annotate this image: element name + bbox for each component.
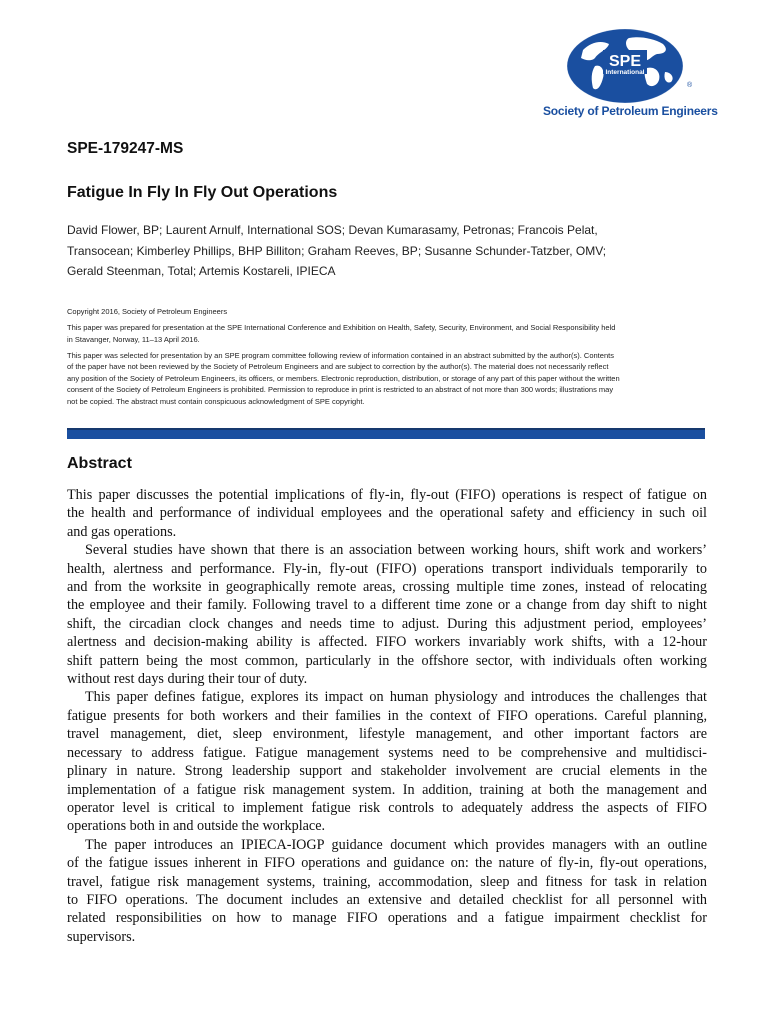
text-line: operations both in and outside the workplace. <box>67 818 326 835</box>
prepared-notice <box>67 322 709 345</box>
abstract-heading: Abstract <box>67 455 132 472</box>
society-name: Society of Petroleum Engineers <box>543 104 718 118</box>
notice-line: consent of the Society of Petroleum Engineers is prohibited. Permission to reproduce in print is restricted to an abstract of not more than 300 words; illustrations may <box>67 385 614 394</box>
abstract-paragraph <box>67 688 707 835</box>
text-line: This paper discusses the potential implications of fly-in, fly-out (FIFO) operations is respect of fatigue on <box>67 487 707 503</box>
abstract-body <box>67 486 707 946</box>
text-line: The paper introduces an IPIECA-IOGP guidance document which provides managers with an outline <box>85 836 707 853</box>
copyright-block <box>67 306 709 412</box>
text-line: and from the worksite in geographically remote areas, crossing multiple time zones, instead of relocating <box>67 579 707 596</box>
text-line: fatigue presents for both workers and their families in the context of FIFO operations. Careful planning, <box>67 707 707 724</box>
text-line: without rest days during their tour of duty. <box>67 671 308 688</box>
text-line: travel management, diet, sleep environment, lifestyle management, and other important factors are <box>67 726 707 743</box>
section-divider-edge <box>67 428 705 430</box>
registered-mark: ® <box>687 82 693 89</box>
abstract-paragraph <box>67 486 707 541</box>
spe-logo <box>543 28 718 120</box>
text-line: plinary in nature. Strong leadership support and stakeholder involvement are crucial elements in the <box>67 763 707 780</box>
text-line: shift pattern being the most common, particularly in the offshore sector, with individuals often working <box>67 652 707 669</box>
logo-spe-text: SPE <box>608 53 642 70</box>
text-line: implementation of a fatigue risk management system. In addition, training at both the management and <box>67 781 707 798</box>
notice-line: of the paper have not been reviewed by the Society of Petroleum Engineers and are subject to correction by the author(s). The material does not necessarily reflect <box>67 362 609 371</box>
author-list <box>67 220 707 282</box>
text-line: shift, the circadian clock changes and needs time to adjust. During this adjustment period, employees’ <box>67 615 707 632</box>
text-line: operator level is critical to implement fatigue risk controls to adequately address the aspects of FIFO <box>67 799 707 816</box>
selection-notice <box>67 350 709 408</box>
paper-title: Fatigue In Fly In Fly Out Operations <box>67 184 338 201</box>
text-line: related responsibilities on how to manage FIFO operations and a fatigue impairment checklist for <box>67 910 707 927</box>
text-line: travel, fatigue risk management systems, training, accommodation, sleep and fitness for task in relation <box>67 873 707 890</box>
notice-line: This paper was selected for presentation by an SPE program committee following review of information contained in an abstract submitted by the author(s). Contents <box>67 350 614 360</box>
author-line: Gerald Steenman, Total; Artemis Kostareli, IPIECA <box>67 264 336 278</box>
text-line: and gas operations. <box>67 523 177 540</box>
text-line: Several studies have shown that there is an association between working hours, shift work and workers’ <box>85 542 707 559</box>
copyright-line: Copyright 2016, Society of Petroleum Engineers <box>67 307 228 316</box>
globe-logo-icon <box>565 28 685 104</box>
text-line: the employee and their family. Following travel to a different time zone or a change from day shift to night <box>67 597 707 614</box>
text-line: supervisors. <box>67 928 136 945</box>
paper-id: SPE-179247-MS <box>67 140 184 157</box>
notice-line: in Stavanger, Norway, 11–13 April 2016. <box>67 334 200 344</box>
logo-international-text: International <box>605 69 645 76</box>
text-line: the health and performance of individual employees and the operational safety and efficiency in such oil <box>67 505 707 522</box>
text-line: to FIFO operations. The document includes an extensive and detailed checklist for all personnel with <box>67 891 707 908</box>
notice-line: This paper was prepared for presentation at the SPE International Conference and Exhibition on Health, Safety, Security, Environment, and Social Responsibility held <box>67 323 616 332</box>
text-line: of the fatigue issues inherent in FIFO operations and guidance on: the nature of fly-in, fly-out operations, <box>67 855 707 872</box>
text-line: health, alertness and performance. Fly-in, fly-out (FIFO) operations transport individuals temporarily to <box>67 560 707 577</box>
notice-line: any position of the Society of Petroleum Engineers, its officers, or members. Electronic reproduction, distribution, or storage of any part of this paper without the written <box>67 373 620 383</box>
abstract-paragraph <box>67 541 707 688</box>
author-line: Transocean; Kimberley Phillips, BHP Billiton; Graham Reeves, BP; Susanne Schunder-Tatzber, OMV; <box>67 243 607 258</box>
abstract-paragraph <box>67 836 707 946</box>
text-line: This paper defines fatigue, explores its impact on human physiology and introduces the challenges that <box>85 689 707 706</box>
section-divider <box>67 429 705 439</box>
author-line: David Flower, BP; Laurent Arnulf, International SOS; Devan Kumarasamy, Petronas; Francois Pelat, <box>67 223 598 237</box>
text-line: alertness and decision-making ability is affected. FIFO workers invariably work shifts, with a 12-hour <box>67 634 707 651</box>
notice-line: not be copied. The abstract must contain conspicuous acknowledgment of SPE copyright. <box>67 396 365 406</box>
text-line: necessary to address fatigue. Fatigue management systems need to be comprehensive and multidisci- <box>67 744 707 761</box>
